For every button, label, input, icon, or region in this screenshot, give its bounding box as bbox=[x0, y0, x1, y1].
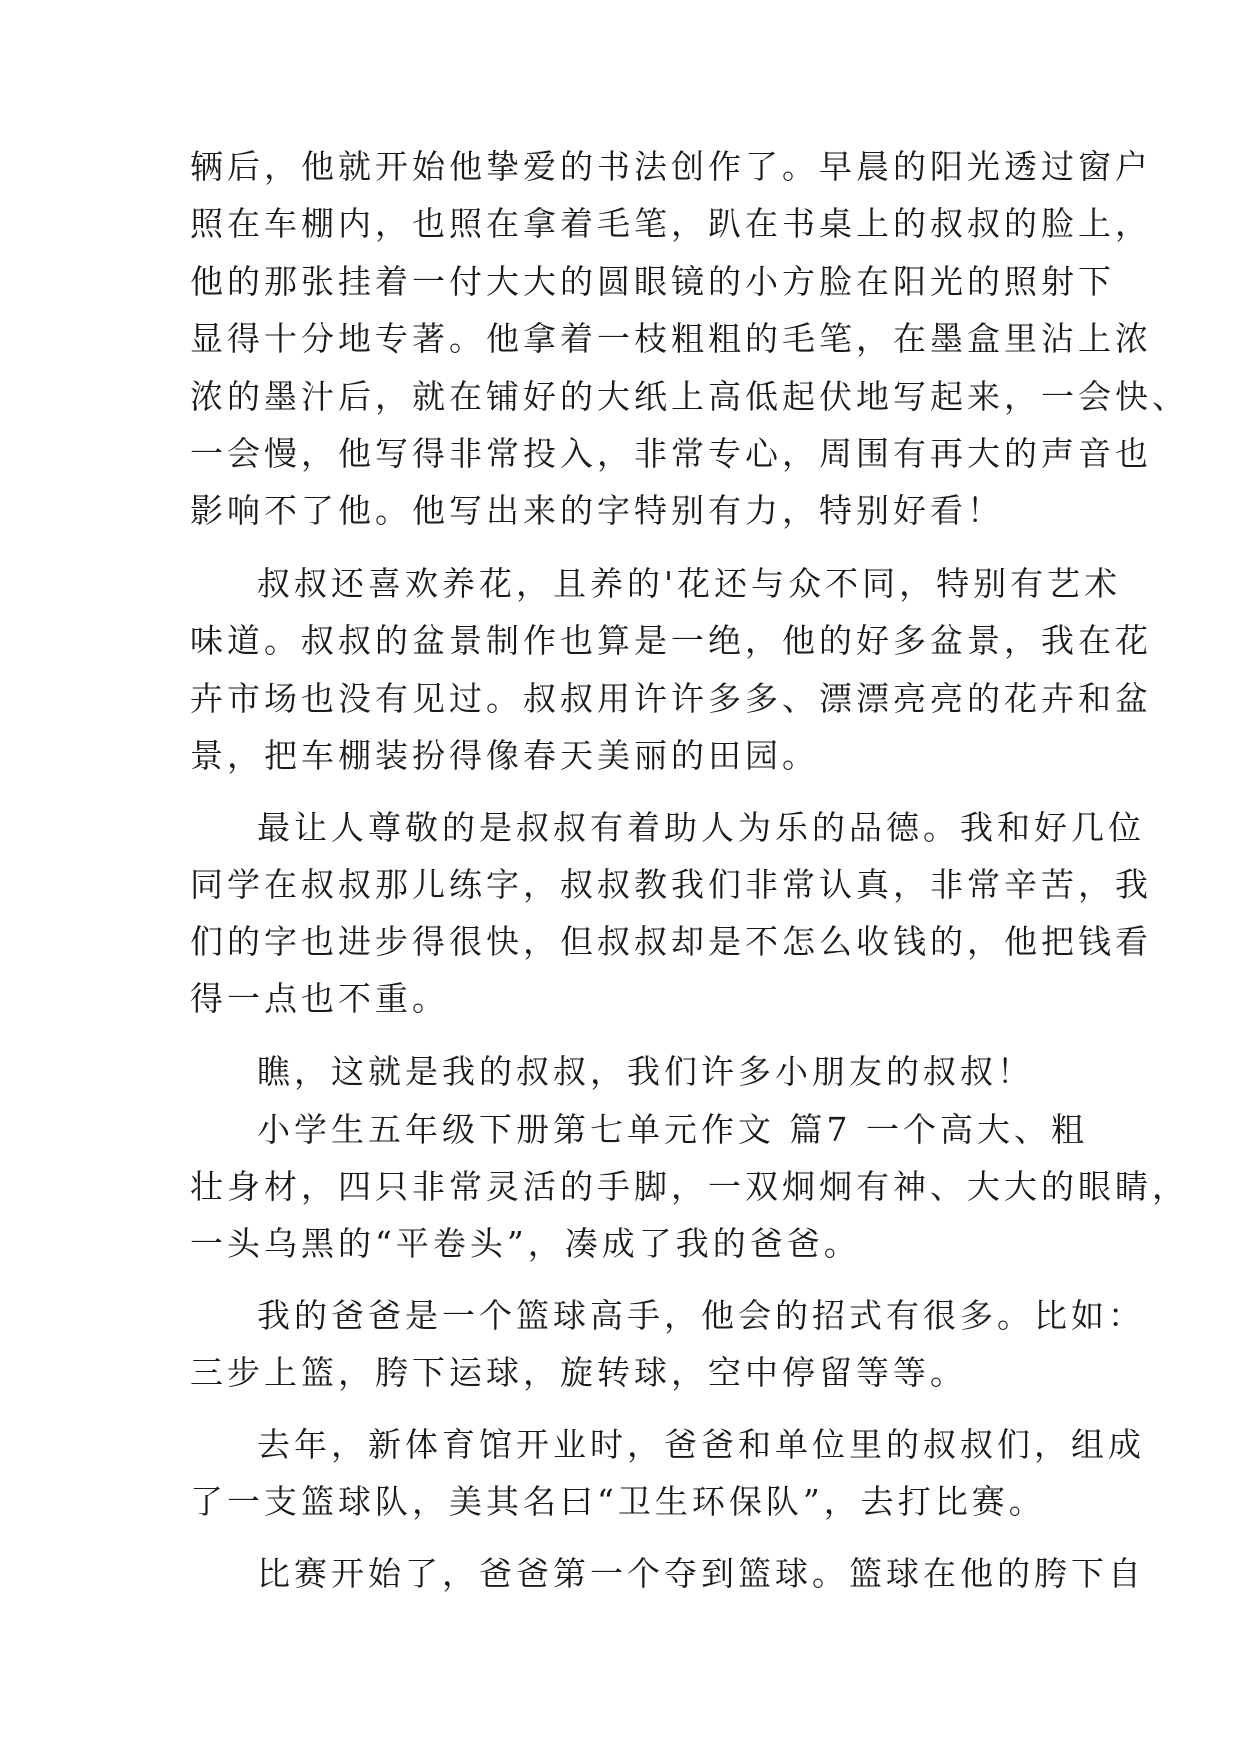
paragraph-first-line: 去年，新体育馆开业时，爸爸和单位里的叔叔们，组成 bbox=[257, 1425, 1145, 1464]
text-line: 三步上篮，胯下运球，旋转球，空中停留等等。 bbox=[190, 1353, 967, 1392]
text-line: 得一点也不重。 bbox=[190, 979, 449, 1018]
text-line: 一头乌黑的“平卷头”，凑成了我的爸爸。 bbox=[190, 1224, 861, 1263]
text-line: 他的那张挂着一付大大的圆眼镜的小方脸在阳光的照射下 bbox=[190, 262, 1115, 301]
text-line: 浓的墨汁后，就在铺好的大纸上高低起伏地写起来，一会快、 bbox=[190, 377, 1189, 416]
paragraph-first-line: 瞧，这就是我的叔叔，我们许多小朋友的叔叔！ bbox=[257, 1052, 1034, 1091]
text-line: 一会慢，他写得非常投入，非常专心，周围有再大的声音也 bbox=[190, 434, 1152, 473]
text-line: 壮身材，四只非常灵活的手脚，一双炯炯有神、大大的眼睛， bbox=[190, 1167, 1189, 1206]
text-line: 辆后，他就开始他挚爱的书法创作了。早晨的阳光透过窗户 bbox=[190, 147, 1152, 186]
text-line: 味道。叔叔的盆景制作也算是一绝，他的好多盆景，我在花 bbox=[190, 621, 1152, 660]
paragraph-first-line: 比赛开始了，爸爸第一个夺到篮球。篮球在他的胯下自 bbox=[257, 1554, 1145, 1593]
text-line: 景，把车棚装扮得像春天美丽的田园。 bbox=[190, 736, 819, 775]
text-line: 们的字也进步得很快，但叔叔却是不怎么收钱的，他把钱看 bbox=[190, 922, 1152, 961]
paragraph-first-line: 最让人尊敬的是叔叔有着助人为乐的品德。我和好几位 bbox=[257, 808, 1145, 847]
text-line: 同学在叔叔那儿练字，叔叔教我们非常认真，非常辛苦，我 bbox=[190, 865, 1152, 904]
text-line: 显得十分地专著。他拿着一枝粗粗的毛笔，在墨盒里沾上浓 bbox=[190, 319, 1152, 358]
text-line: 卉市场也没有见过。叔叔用许许多多、漂漂亮亮的花卉和盆 bbox=[190, 679, 1152, 718]
text-line: 影响不了他。他写出来的字特别有力，特别好看！ bbox=[190, 491, 1004, 530]
paragraph-first-line: 叔叔还喜欢养花，且养的'花还与众不同，特别有艺术 bbox=[257, 564, 1122, 603]
section-heading-line: 小学生五年级下册第七单元作文 篇7 一个高大、粗 bbox=[257, 1110, 1088, 1149]
text-line: 了一支篮球队，美其名曰“卫生环保队”，去打比赛。 bbox=[190, 1482, 1046, 1521]
paragraph-first-line: 我的爸爸是一个篮球高手，他会的招式有很多。比如： bbox=[257, 1296, 1145, 1335]
text-line: 照在车棚内，也照在拿着毛笔，趴在书桌上的叔叔的脸上， bbox=[190, 204, 1152, 243]
